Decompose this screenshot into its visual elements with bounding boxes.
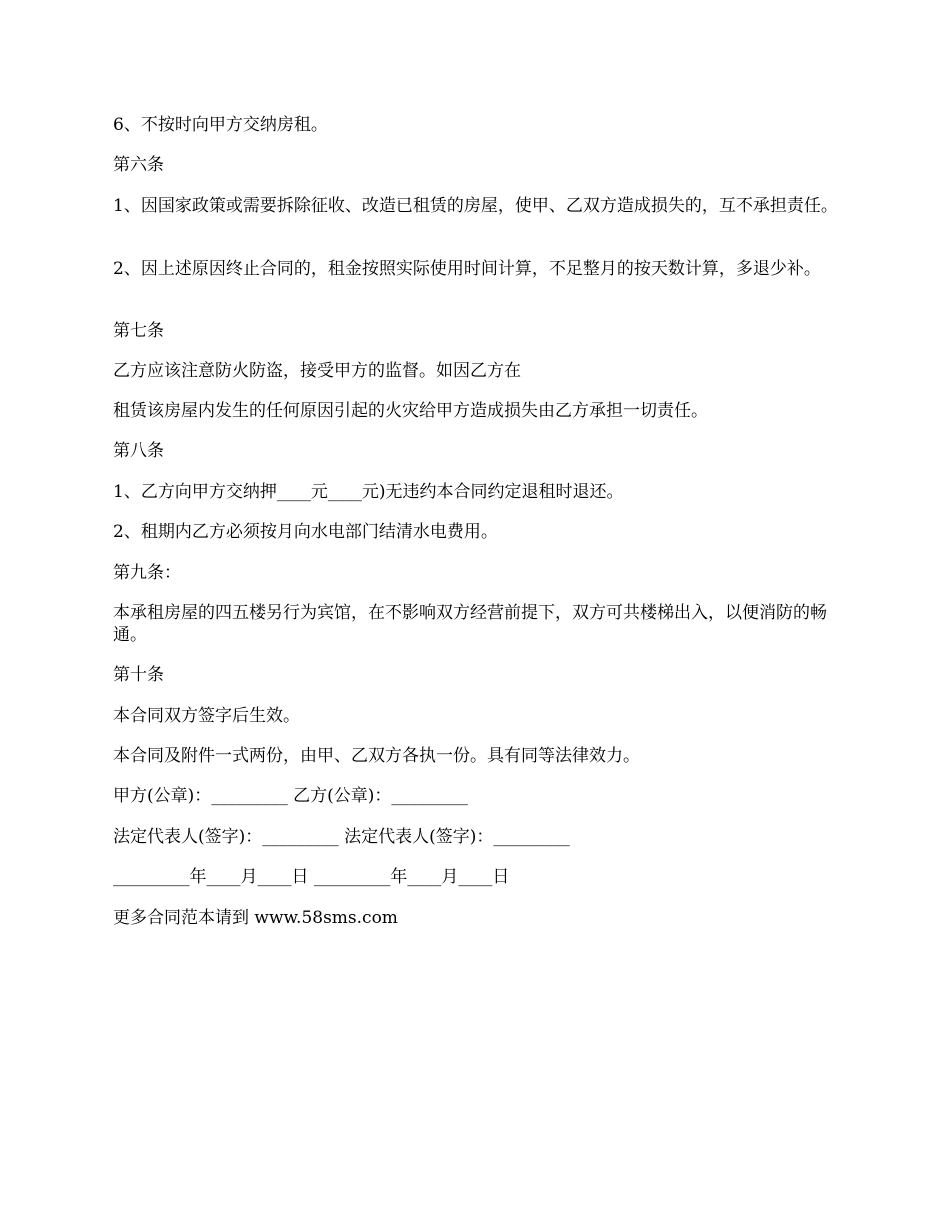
article-7-paragraph-2: 租赁该房屋内发生的任何原因引起的火灾给甲方造成损失由乙方承担一切责任。: [113, 401, 708, 421]
article-7-paragraph-1: 乙方应该注意防火防盗，接受甲方的监督。如因乙方在: [113, 361, 521, 381]
article-9-paragraph: 本承租房屋的四五楼另行为宾馆，在不影响双方经营前提下，双方可共楼梯出入，以便消防的畅通。: [113, 603, 827, 645]
article-6-item-2: 2、因上述原因终止合同的，租金按照实际使用时间计算，不足整月的按天数计算，多退少补。: [113, 259, 821, 279]
article-6-heading: 第六条: [113, 155, 164, 175]
article-10-paragraph-1: 本合同双方签字后生效。: [113, 706, 300, 726]
article-6-item-1: 1、因国家政策或需要拆除征收、改造已租赁的房屋，使甲、乙双方造成损失的，互不承担责任。: [113, 196, 838, 216]
article-10-heading: 第十条: [113, 665, 164, 685]
representative-signature-line: 法定代表人(签字)：_________ 法定代表人(签字)：_________: [113, 827, 570, 847]
article-9-heading: 第九条：: [113, 563, 181, 583]
seal-line: 甲方(公章)：_________ 乙方(公章)：_________: [113, 786, 468, 806]
article-8-item-2: 2、租期内乙方必须按月向水电部门结清水电费用。: [113, 522, 498, 542]
article-10-paragraph-2: 本合同及附件一式两份，由甲、乙双方各执一份。具有同等法律效力。: [113, 746, 640, 766]
article-7-heading: 第七条: [113, 321, 164, 341]
footer-link-text: 更多合同范本请到 www.58sms.com: [113, 908, 398, 928]
date-line: _________年____月____日 _________年____月____日: [113, 867, 510, 887]
article-8-heading: 第八条: [113, 441, 164, 461]
article-8-item-1: 1、乙方向甲方交纳押____元____元)无违约本合同约定退租时退还。: [113, 482, 624, 502]
clause-5-item-6: 6、不按时向甲方交纳房租。: [113, 115, 328, 135]
